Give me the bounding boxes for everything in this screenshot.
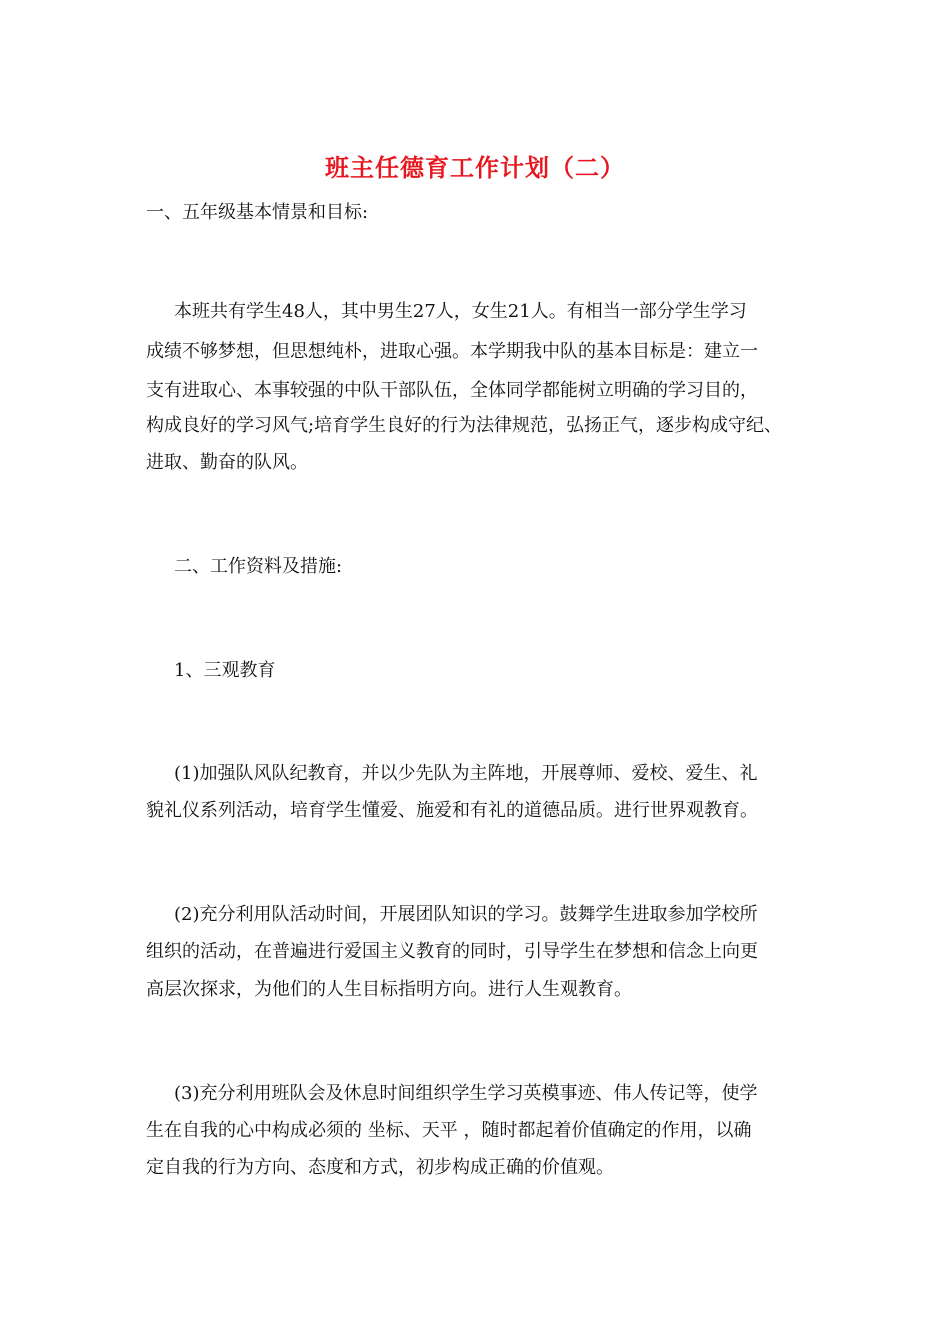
paragraph-2-line-1: (1)加强队风队纪教育，并以少先队为主阵地，开展尊师、爱校、爱生、礼 [174,763,758,784]
paragraph-1-line-5: 进取、勤奋的队风。 [146,452,308,473]
paragraph-3-line-2: 组织的活动，在普遍进行爱国主义教育的同时，引导学生在梦想和信念上向更 [146,941,758,962]
paragraph-3-line-1: (2)充分利用队活动时间，开展团队知识的学习。鼓舞学生进取参加学校所 [174,904,758,925]
paragraph-1-line-3: 支有进取心、本事较强的中队干部队伍，全体同学都能树立明确的学习目的， [146,380,758,401]
paragraph-4-line-2: 生在自我的心中构成必须的 坐标、天平 ，随时都起着价值确定的作用，以确 [146,1120,752,1141]
item-heading-1: 1、三观教育 [174,660,276,681]
paragraph-1-line-2: 成绩不够梦想，但思想纯朴，进取心强。本学期我中队的基本目标是：建立一 [146,341,758,362]
paragraph-1-line-4: 构成良好的学习风气;培育学生良好的行为法律规范，弘扬正气，逐步构成守纪、 [146,415,783,436]
paragraph-4-line-1: (3)充分利用班队会及休息时间组织学生学习英模事迹、伟人传记等，使学 [174,1083,758,1104]
paragraph-2-line-2: 貌礼仪系列活动，培育学生懂爱、施爱和有礼的道德品质。进行世界观教育。 [146,800,758,821]
paragraph-1-line-1: 本班共有学生48人，其中男生27人，女生21人。有相当一部分学生学习 [174,301,747,322]
paragraph-3-line-3: 高层次探求，为他们的人生目标指明方向。进行人生观教育。 [146,979,632,1000]
section-heading-2: 二、工作资料及措施: [174,556,343,577]
section-heading-1: 一、五年级基本情景和目标: [146,202,369,223]
paragraph-4-line-3: 定自我的行为方向、态度和方式，初步构成正确的价值观。 [146,1157,614,1178]
document-title: 班主任德育工作计划（二） [325,153,625,182]
